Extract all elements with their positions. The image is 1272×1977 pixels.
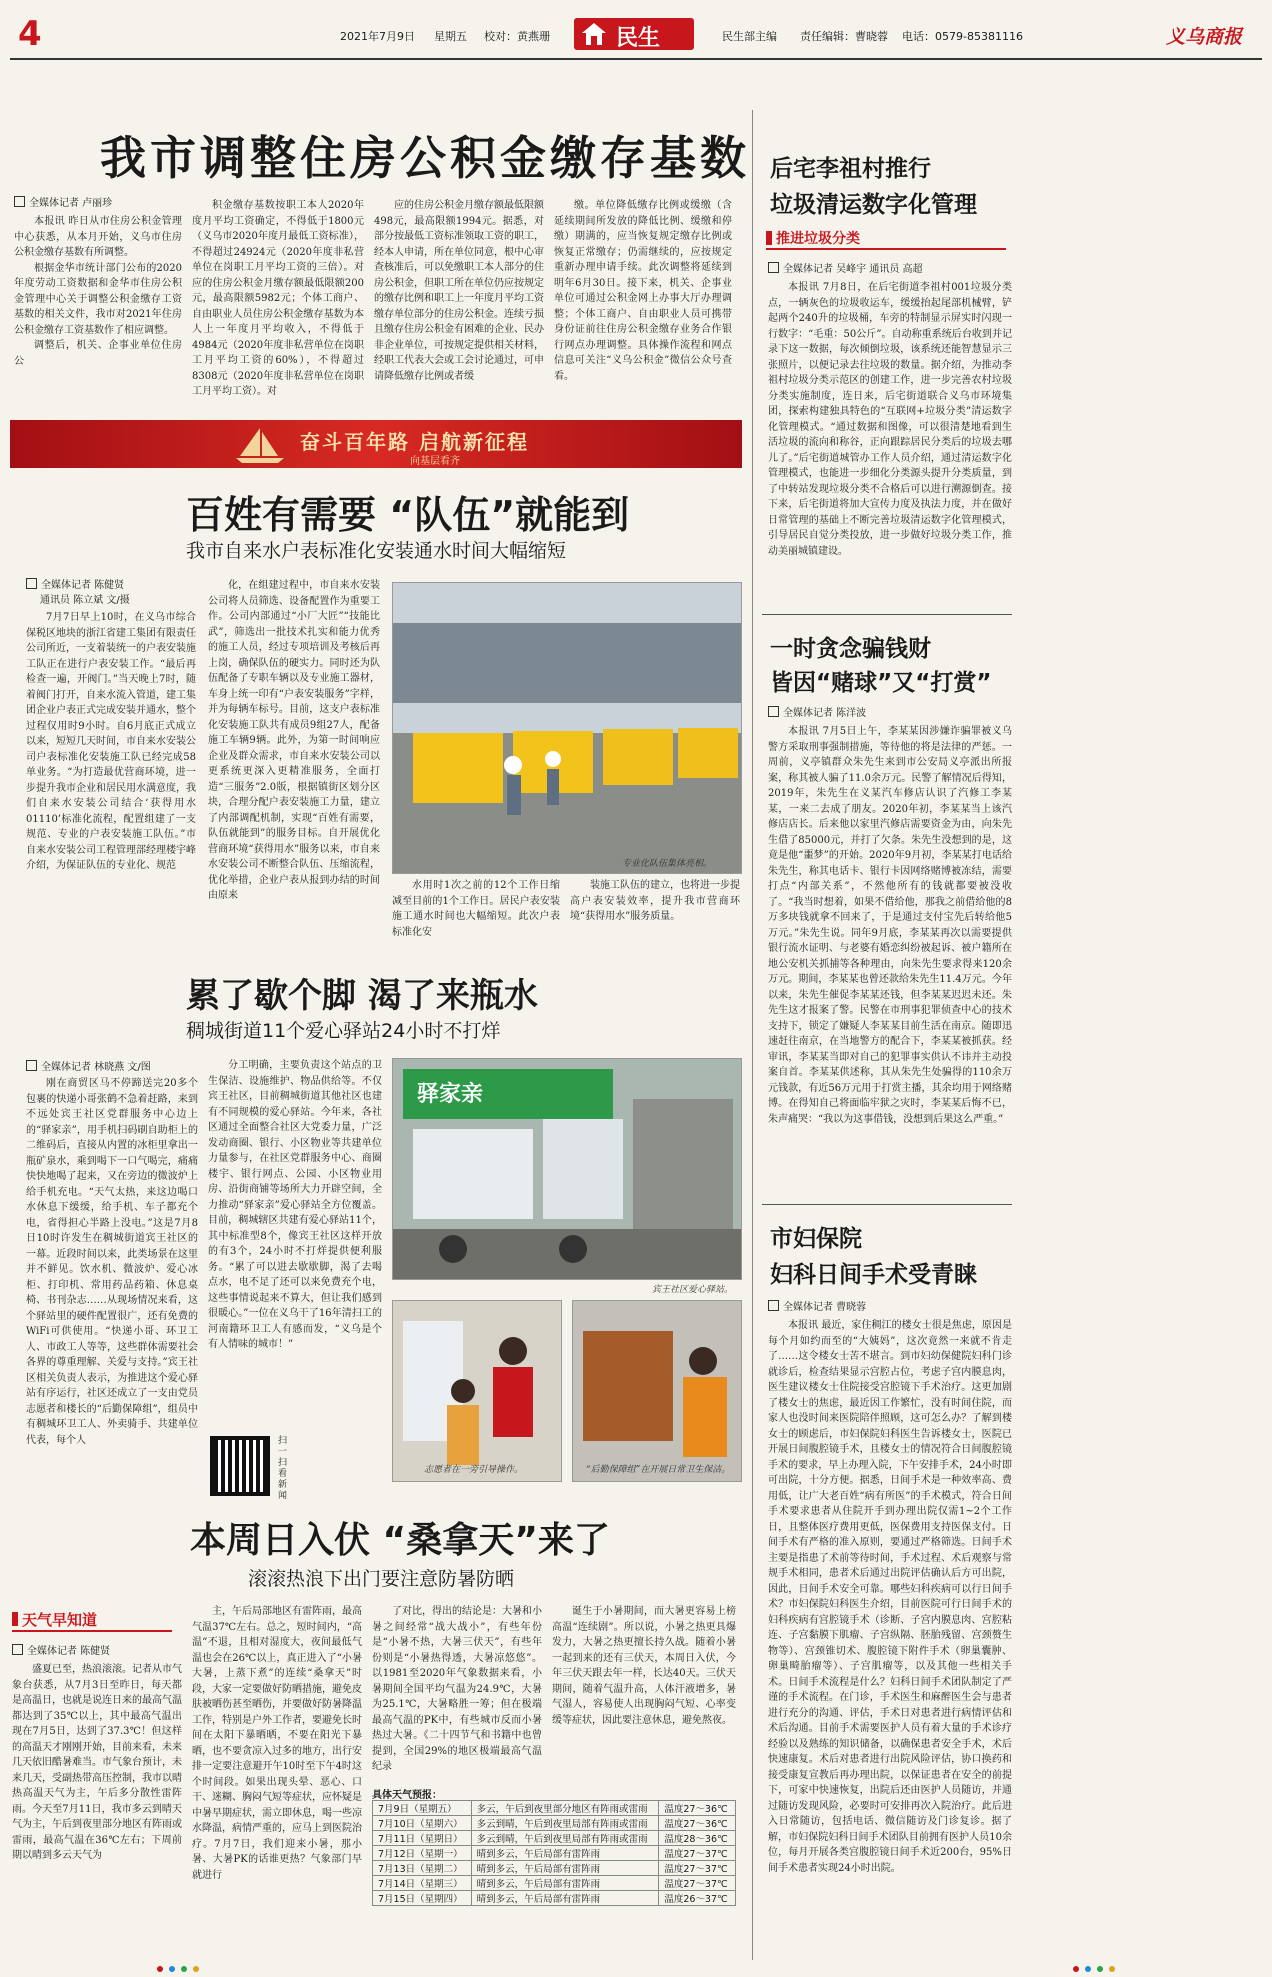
editor-phone: 电话：0579-85381116 <box>902 30 1023 43</box>
lead-paragraph-3: 调整后，机关、企事业单位住房公 <box>14 340 182 367</box>
forecast-date: 7月12日（星期一） <box>373 1846 472 1861</box>
forecast-weather: 多云到晴，午后到夜里局部有阵雨或雷雨 <box>471 1816 659 1831</box>
story1-column-4 <box>570 878 740 926</box>
lead-column-1 <box>14 214 182 414</box>
forecast-row <box>373 1816 736 1831</box>
story3-column-4 <box>552 1604 736 1780</box>
story2-photo-volunteer <box>392 1300 562 1482</box>
side3-headline-line2: 妇科日间手术受青睐 <box>770 1262 977 1288</box>
story1-tail2-text: 装施工队伍的建立，也将进一步提高户表安装效率，提升我市营商环境“获得用水”服务质量。 <box>570 880 740 922</box>
lead-paragraph-1: 本报讯 昨日从市住房公积金管理中心获悉，从本月开始，义乌市住房公积金缴存基数有所调整。 <box>14 216 182 258</box>
proofreader: 校对：黄燕珊 <box>484 30 550 43</box>
forecast-date: 7月11日（星期日） <box>373 1831 472 1846</box>
forecast-date: 7月14日（星期三） <box>373 1876 472 1891</box>
side1-tag-label: 推进垃圾分类 <box>776 231 860 247</box>
qr-code <box>210 1436 270 1496</box>
forecast-row <box>373 1831 736 1846</box>
forecast-title: 具体天气预报： <box>372 1790 442 1801</box>
side2-body <box>768 724 1012 1196</box>
story2-byline: 全媒体记者 林晓燕 文/图 <box>26 1060 151 1075</box>
section-title: 民生 <box>616 26 661 51</box>
story2-caption-station: 宾王社区爱心驿站。 <box>652 1285 734 1295</box>
responsible-editor: 责任编辑：曹晓蓉 <box>800 30 888 43</box>
lead-column-2 <box>192 198 364 416</box>
story3-headline: 本周日入伏 “桑拿天”来了 <box>190 1520 610 1561</box>
section-badge <box>574 18 694 50</box>
forecast-weather: 晴到多云，午后局部有雷阵雨 <box>471 1846 659 1861</box>
story2-col1-text: 刚在商贸区马不停蹄送完20多个包裹的快递小哥张鹤不急着赶路，来到不远处宾王社区党群服务中心边上的“驿家亲”，用手机扫码刷自助柜上的二维码后，直接从内置的冰柜里拿出一瓶矿泉水，乘到喝下一口气喝完，痛痛快快地喝了起来，又在旁边的微波炉上给手机充电。“天气太热，来这边喝口水休息下缓缓，给手机、车子都充个电，省得担心半路上没电。”这是7月8日10时许发生在稠城街道宾王社区的一幕。近段时间以来，此类场景在这里并不鲜见。饮水机、微波炉、爱心冰柜、打印机、常用药品药箱、休息桌椅、书刊杂志……从现场情况来看，这个驿站里的硬件配置很广，还有免费的WiFi可供使用。“快递小哥、环卫工人、市政工人等等，这些群体需要社会各界的尊重理解、关爱与支持。”宾王社区相关负责人表示，为推进这个爱心驿站有序运行，社区还成立了一支由党员志愿者和楼长的“后勤保障组”，组员中有稠城环卫工人、外卖骑手、共建单位代表，每个人 <box>26 1078 198 1446</box>
side2-headline-line2: 皆因“赌球”又“打赏” <box>770 670 992 696</box>
side1-tag <box>766 228 1006 250</box>
forecast-weather: 多云，午后到夜里部分地区有阵雨或雷雨 <box>471 1801 659 1816</box>
weather-tag-label: 天气早知道 <box>22 1611 98 1629</box>
campaign-banner <box>10 420 742 468</box>
banner-subtitle: 向基层看齐 <box>410 456 460 467</box>
issue-date: 2021年7月9日 <box>340 30 415 43</box>
forecast-row <box>373 1861 736 1876</box>
side1-headline-line2: 垃圾清运数字化管理 <box>770 192 977 218</box>
station-sign: 驿家亲 <box>417 1082 484 1107</box>
story1-photo-trucks <box>392 582 742 874</box>
sailboat-icon <box>230 424 290 464</box>
story2-photo-station <box>392 1058 742 1280</box>
lead-col4-text: 缴。单位降低缴存比例或缓缴（含延续期间所发放的降低比例、缓缴和停缴）期满的，应当恢复规定缴存比例或恢复正常缴存；仍需继续的，应按规定重新办理申请手续。此次调整将延续到明年6月30日。接下来，机关、企事业单位可通过公积金网上办事大厅办理调整；个体工商户、自由职业人员可携带身份证前往住房公积金缴存业务合作银行网点办理调整。具体操作流程和网点信息可关注“义乌公积金”微信公众号查看。 <box>554 200 732 382</box>
story1-headline: 百姓有需要 “队伍”就能到 <box>186 493 630 537</box>
issue-weekday: 星期五 <box>434 30 467 43</box>
forecast-row <box>373 1846 736 1861</box>
masthead <box>0 0 1272 62</box>
story2-column-2 <box>208 1058 382 1430</box>
story1-column-1 <box>26 610 196 912</box>
main-sidebar-divider <box>752 110 753 1960</box>
story3-col1-text: 盛夏已至，热浪滚滚。记者从市气象台获悉，从7月3日至昨日，每天都是高温日，也就是说连日来的最高气温都达到了35℃以上，其中最高气温出现在7月5日，达到了37.3℃！但这样的高温天才刚刚开始，目前来看，未来几天依旧酷暑难当。市气象台预计，未来几天，受副热带高压控制，我市以晴热高温天气为主，午后多分散性雷阵雨。今天至7月11日，我市多云到晴天气为主，午后到夜里部分地区有阵雨或雷雨，最高气温在36℃左右；下周前期以晴到多云天气为 <box>12 1664 182 1861</box>
lead-col2-text: 积金缴存基数按职工本人2020年度月平均工资确定，不得低于1800元（义乌市2020年度月最低工资标准），不得超过24924元（2020年度非私营单位在岗职工月平均工资的三倍）。对应的住房公积金月缴存额最低限额200元，最高限额5982元；个体工商户、自由职业人员住房公积金缴存基数为本人上一年度月平均收入，不得低于4984元（2020年度非私营单位在岗职工月平均工资的60%），不得超过8308元（2020年度非私营单位在岗职工月平均工资）。对 <box>192 200 364 397</box>
story3-byline: 全媒体记者 陈健贤 <box>12 1644 110 1659</box>
forecast-weather: 晴到多云，午后局部有雷阵雨 <box>471 1861 659 1876</box>
forecast-date: 7月15日（星期四） <box>373 1891 472 1906</box>
story3-subhead: 滚滚热浪下出门要注意防暑防晒 <box>248 1568 515 1590</box>
page-footer-dots <box>150 1958 1122 1966</box>
qr-caption: 扫一扫看新闻 <box>278 1436 288 1501</box>
forecast-date: 7月13日（星期二） <box>373 1861 472 1876</box>
story3-col4-text: 诞生于小暑期间，而大暑更容易上榜高温“连续剧”。所以说，小暑之热更具爆发力，大暑之热更擅长持久战。随着小暑一起到来的还有三伏天，本周日入伏，今年三伏天跟去年一样，长达40天。三伏天期间，随着气温升高，人体汗液增多，暑气湿人，容易使人出现胸闷气短、心率变缓等症状，因此要注意休息，避免熬夜。 <box>552 1606 736 1726</box>
story1-tail1-text: 水用时1次之前的12个工作日缩减至目前的1个工作日。居民户表安装施工通水时间也大幅缩短。此次户表标准化安 <box>392 880 560 938</box>
side2-byline: 全媒体记者 陈洋波 <box>768 706 866 721</box>
side3-byline: 全媒体记者 曹晓蓉 <box>768 1300 866 1315</box>
story1-column-3 <box>392 878 560 938</box>
story2-photo-cleaning <box>572 1300 742 1482</box>
forecast-table <box>372 1800 736 1906</box>
story2-caption-cleaning: “后勤保障组”在开展日常卫生保洁。 <box>586 1465 731 1475</box>
story3-column-1 <box>12 1662 182 1960</box>
forecast-temp: 温度28～36℃ <box>659 1831 736 1846</box>
page-number: 4 <box>18 14 42 54</box>
forecast-date: 7月9日（星期五） <box>373 1801 472 1816</box>
side2-paragraph: 本报讯 7月5日上午，李某某因涉嫌诈骗罪被义乌警方采取刑事强制措施，等待他的将是法律的严惩。一周前，义亭镇群众朱先生来到市公安局义亭派出所报案，称其被人骗了11.0余万元。民警了解情况后得知，2019年，朱先生在义某汽车修店认识了汽修工李某某，一来二去成了朋友。2020年初，李某某当上该汽修店店长。后来他以家里汽修店需要资金为由，向朱先生借了85000元，并打了欠条。朱先生没想到的是，这竟是他“噩梦”的开始。2020年9月初，李某某打电话给朱先生，称其电话卡、银行卡因网络赌博被冻结，需要打点“内部关系”，不然他所有的钱就都要被没收了。“我当时想着，如果不借给他，那我之前借给他的8万多块钱就拿不回来了，于是通过支付宝先后转给他5万元。”朱先生说。同年9月底，李某某再次以需要提供银行流水证明、与老婆有婚恋纠纷被起诉、被户籍所在地公安机关抓捕等各种理由，向朱先生要求得来120余万元。期间，李某某也曾还款给朱先生11.4万元。今年以来，朱先生催促李某某还钱，但李某某迟迟未还。朱先生这才报案了警。民警在市刑事犯罪侦查中心的技术支持下，锁定了嫌疑人李某某目前生活在南京。随即迅速赶往南京，在当地警方的配合下，李某某被抓获。经审讯，李某某当即对自己的犯罪事实供认不讳并主动投案自首。李某某供述称，其从朱先生处骗得的110余万元钱款，有近56万元用于打赏主播，其余均用于网络赌博。在得知自己将面临牢狱之灾时，李某某后悔不已，朱声痛哭：“我以为这事借钱，没想到后果这么严重。” <box>768 726 1012 1125</box>
forecast-temp: 温度27～36℃ <box>659 1816 736 1831</box>
side1-tag-marker <box>766 231 772 245</box>
side1-headline-line1: 后宅李祖村推行 <box>770 156 931 182</box>
story1-photo-caption: 专业化队伍集体亮相。 <box>622 859 713 869</box>
banner-title: 奋斗百年路 启航新征程 <box>300 430 529 454</box>
side2-headline-line1: 一时贪念骗钱财 <box>770 636 931 662</box>
story2-subhead: 稠城街道11个爱心驿站24小时不打烊 <box>186 1020 501 1042</box>
side1-byline: 全媒体记者 吴峰宇 通讯员 高超 <box>768 262 923 277</box>
masthead-rule <box>10 58 1262 60</box>
forecast-row <box>373 1891 736 1906</box>
forecast-date: 7月10日（星期六） <box>373 1816 472 1831</box>
lead-column-3 <box>374 198 544 416</box>
side1-paragraph: 本报讯 7月8日，在后宅街道李祖村001垃圾分类点，一辆灰色的垃圾收运车，缓缓抬起尾部机械臂，铲起两个240升的垃圾桶，车旁的特制显示屏实时闪现一行数字：“毛重：50公斤”。自动称重系统后台收到并记录下这一数据，每次倾倒垃圾，该系统还能智慧显示三张照片，以便记录去往垃圾的数量。据介绍，为推动李祖村垃圾分类示范区的创建工作，进一步完善农村垃圾分类实施制度，连日来，后宅街道联合义乌市环境集团，探索构建独具特色的“互联网+垃圾分类”清运数字化管理模式。“通过数据和图像，可以很清楚地看到生活垃圾的流向和称谷，正向跟踪居民分类后的垃圾去哪儿了。”后宅街道城管办工作人员介绍，通过清运数字化管理模式，也能进一步细化分类源头提升分类质量，到了中转站发现垃圾分类不合格后可以进行溯源倒查。接下来，后宅街道将加大宣传力度及执法力度，并在做好日常管理的基础上不断完善垃圾清运数字化管理模式，引导居民自觉分类投放，进一步做好垃圾分类工作，推动美丽城镇建设。 <box>768 282 1012 557</box>
story3-column-2 <box>192 1604 362 1960</box>
lead-byline: 全媒体记者 卢丽珍 <box>14 196 112 211</box>
side3-body <box>768 1318 1012 1954</box>
lead-paragraph-2: 根据金华市统计部门公布的2020年度劳动工资数据和金华市住房公积金管理中心关于调整公积金缴存工资基数的相关文件，我市对2021年住房公积金缴存工资基数作了相应调整。 <box>14 262 182 336</box>
story1-subhead: 我市自来水户表标准化安装通水时间大幅缩短 <box>186 540 567 562</box>
story3-col2-text: 主，午后局部地区有雷阵雨，最高气温37℃左右。总之，短时间内，“高温”不退，且相对湿度大，夜间最低气温也会在26℃以上，真正进入了“小暑大暑，上蒸下煮”的连续“桑拿天”时段，大家一定要做好防晒措施，避免皮肤被晒伤甚至晒伤，并要做好防暑降温工作，特别是户外工作者，要避免长时间在太阳下暴晒晒，不要在阳光下暴晒，也不要贪凉入过多的地方，出行安排一定要注意避开午10时至下午4时这个时间段。如果出现头晕、恶心、口干、迷糊、胸闷气短等症状，应怀疑是中暑早期症状，需立即休息，喝一些凉水降温，病情严重的，应马上到医院治疗。7月7日，我们迎来小暑，那小暑、大暑PK的话谁更热？气象部门早就进行 <box>192 1606 362 1881</box>
house-icon <box>580 21 608 47</box>
story1-column-2 <box>208 578 380 912</box>
side3-paragraph: 本报讯 最近，家住稠江的楼女士很是焦虑，原因是每个月如约而至的“大姨妈”，这次竟然一来就不肯走了……这令楼女士苦不堪言。到市妇幼保健院妇科门诊就诊后，检查结果显示宫腔占位，考虑子宫内膜息肉，医生建议楼女士住院接受宫腔镜下手术治疗。这更加剧了楼女士的焦虑，最近因工作繁忙，没有时间住院，而家人也没时间来医院陪伴照顾，这可怎么办？了解到楼女士的顾虑后，市妇保院妇科医生告诉楼女士，医院已开展日间腹腔镜手术，且楼女士的情况符合日间腹腔镜手术的要求，早上办理入院，下午安排手术，24小时即可出院，十分方便。据悉，日间手术是一种效率高、费用低，让广大老百姓“病有所医”的手术模式，符合日间手术要求患者从住院开手到办理出院仅需1~2个工作日，且整体医疗费用更低，医保费用支持医保支付。日间手术有严格的准入原则，要通过严格筛选。日间手术主要是指患了术前等待时间，手术过程、术后观察与常规手术相同，患者术后通过出院评估确认后方可出院，因此，日间手术安全可靠。哪些妇科疾病可以行日间手术？市妇保院妇科医生介绍，目前医院可行日间手术的妇科疾病有宫腔镜手术（诊断、子宫内膜息肉、宫腔粘连、子宫黏膜下肌瘤、子宫纵隔、胚胎残留、宫颈赘生物等）、宫颈锥切术、腹腔镜下附件手术（卵巢囊肿、卵巢畸胎瘤等）、子宫肌瘤等，以及其他一些相关手术。日间手术流程是什么？妇科日间手术团队制定了严谨的手术流程。在门诊，手术医生和麻醉医生会与患者进行充分的沟通、评估，手术日对患者进行病情评估和术后沟通。目前手术需要医护人员有着大量的手术诊疗经验以及熟练的知识储备，以确保患者安全手术，术后快速康复。术后对患者进行出院风险评估，协口换药和接受康复宣教后再办理出院，以保证患者在安全的前提下，可家中快速恢复，出院后还由医护人员随访，并通过随访发现风险，必要时可安排再次入院治疗。此后进入日常随访，包括电话、微信随访及门诊复诊。据了解，市妇保院妇科日间手术团队目前拥有医护人员10余位，每月开展各类宫腹腔镜日间手术近200台，95%日间手术患者实现24小时出院。 <box>768 1320 1012 1874</box>
side2-divider <box>762 1204 1012 1205</box>
story1-byline: 全媒体记者 陈健贤 通讯员 陈立斌 文/摄 <box>26 578 196 608</box>
story1-col1-text: 7月7日早上10时，在义乌市综合保税区地块的浙江省建工集团有限责任公司所近，一支着装统一的户表安装施工队正在进行户表安装工作。“最后再检查一遍，开阀门。”当天晚上7时，随着阀门打开，自来水流入管道，建工集团企业户表正式完成安装并通水，整个过程仅用时9小时。自6月底正式成立以来，短短几天时间，市自来水安装公司户表标准化安装施工队已经完成58单业务。“为打造最优营商环境，进一步提升我市企业和居民用水满意度，我们自来水安装公司结合‘获得用水01110’标准化流程，配置组建了一支规范、专业的户表安装施工队伍。”市自来水安装公司工程管理部经理楼宇峰介绍，为保证队伍的专业化、规范 <box>26 612 196 871</box>
story3-column-3 <box>372 1604 542 1780</box>
paper-logo: 义乌商报 <box>1166 26 1243 48</box>
story1-col2-text: 化，在组建过程中，市自来水安装公司将人员筛选、设备配置作为重要工作。公司内部通过“小厂大匠”“技能比武”，筛选出一批技术扎实和能力优秀的施工人员，经过专项培训及考核后再上岗，确保队伍的硬实力。同时还为队伍配备了专职车辆以及专业施工器材，车身上统一印有“户表安装服务”字样，并为每辆车标号。目前，这支户表标准化安装施工队共有成员9组27人，配备施工车辆9辆。此外，为第一时间响应企业及群众需求，市自来水安装公司以更系统更深入更精准服务，全面打造“三服务”2.0版，根据镇街区划分区块，合理分配户表安装施工力量，建立了内部调配机制，实现“百姓有需要，队伍就能到”的服务目标。自开展优化营商环境“获得用水”服务以来，市自来水安装公司不断整合队伍、压缩流程，优化举措，企业户表从报到办结的时间由原来 <box>208 580 380 901</box>
lead-column-4 <box>554 198 732 416</box>
forecast-row <box>373 1876 736 1891</box>
section-editor-in-chief: 民生部主编 <box>722 30 777 43</box>
story2-column-1 <box>26 1076 198 1558</box>
forecast-temp: 温度27～36℃ <box>659 1801 736 1816</box>
forecast-temp: 温度27～37℃ <box>659 1861 736 1876</box>
forecast-temp: 温度27～37℃ <box>659 1876 736 1891</box>
forecast-temp: 温度26～37℃ <box>659 1891 736 1906</box>
lead-col3-text: 应的住房公积金月缴存额最低限额498元，最高限额1994元。据悉，对部分按最低工资标准领取工资的职工，经本人申请，所在单位同意，根中心审查核准后，可以免缴职工本人部分的住房公积金，但职工所在单位仍应按规定的缴存比例和职工上一年度月平均工资缴存单位部分的住房公积金。连续亏损且缴存住房公积金有困难的企业、民办非企业单位，可按规定提供相关材料，经职工代表大会或工会讨论通过，可申请降低缴存比例或者缓 <box>374 200 544 382</box>
forecast-row <box>373 1801 736 1816</box>
weather-tag-marker <box>12 1612 18 1626</box>
story2-col2-text: 分工明确，主要负责这个站点的卫生保洁、设施维护、物品供给等。不仅宾王社区，目前稠城街道其他社区也建有不同规模的爱心驿站。今年来，各社区通过全面整合社区大党委力量，广泛发动商圈、银行、小区物业等共建单位力量参与，在社区党群服务中心、商圈楼宇、银行网点、公园、小区物业用房、沿街商铺等场所大力开辟空间，全力推动“驿家亲”爱心驿站全方位覆盖。目前，稠城辖区共建有爱心驿站11个，其中标准型8个，像宾王社区这样开放的有3个，24小时不打烊提供便利服务。“累了可以进去歇歇脚，渴了去喝点水，电不足了还可以来免费充个电，这些事情说起来不算大，但让我们感到很暖心。”一位在义乌干了16年清扫工的河南籍环卫工人有感而发，“义乌是个有人情味的城市！” <box>208 1060 382 1350</box>
story2-caption-volunteer: 志愿者在一旁引导操作。 <box>424 1465 524 1475</box>
lead-headline: 我市调整住房公积金缴存基数 <box>100 131 750 185</box>
side1-divider <box>762 614 1012 615</box>
side1-body-text <box>768 280 1012 604</box>
side3-headline-line1: 市妇保院 <box>770 1226 862 1252</box>
story2-headline: 累了歇个脚 渴了来瓶水 <box>186 976 538 1016</box>
weather-tag <box>12 1608 172 1632</box>
forecast-temp: 温度27～37℃ <box>659 1846 736 1861</box>
story3-col3-text: 了对比，得出的结论是：大暑和小暑之间经常“战大战小”，有些年份是“小暑不热，大暑三伏天”，有些年份则是“小暑热得透，大暑凉悠悠”。以1981至2020年气象数据来看，小暑期间全国平均气温为24.9℃，大暑为25.1℃，大暑略胜一筹；但在极端最高气温的PK中，有些城市反而小暑热过大暑。《二十四节气和书籍中也曾提到，全国29%的地区极端最高气温纪录 <box>372 1606 542 1772</box>
forecast-weather: 多云到晴，午后到夜里局部有阵雨或雷雨 <box>471 1831 659 1846</box>
forecast-weather: 晴到多云，午后局部有雷阵雨 <box>471 1876 659 1891</box>
forecast-weather: 晴到多云，午后局部有雷阵雨 <box>471 1891 659 1906</box>
